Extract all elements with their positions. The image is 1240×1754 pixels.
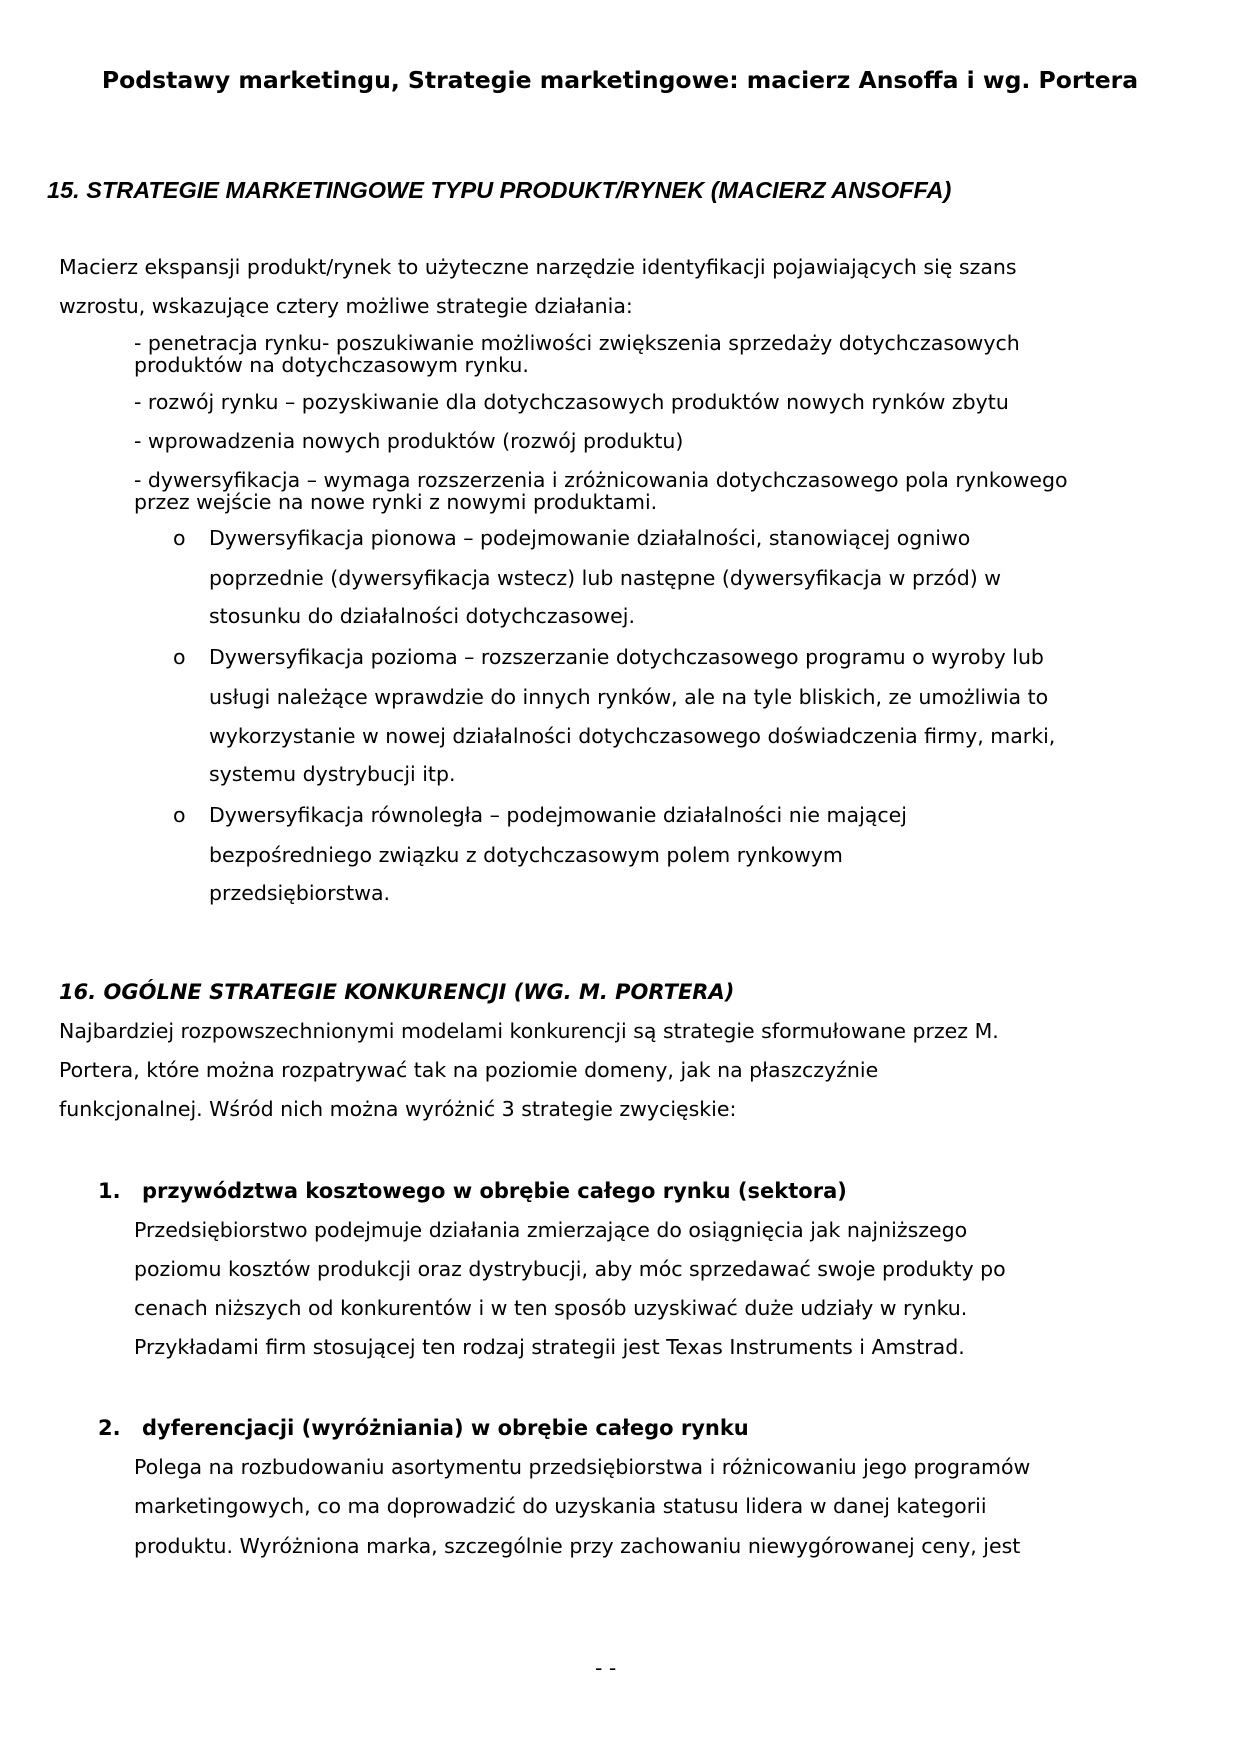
intro-line: Portera, które można rozpatrywać tak na poziomie domeny, jak na płaszczyźnie	[59, 1058, 879, 1082]
list-number: 1.	[98, 1179, 121, 1203]
sublist-line: poprzednie (dywersyfikacja wstecz) lub następne (dywersyfikacja w przód) w	[209, 566, 1001, 590]
page-number: - -	[595, 1656, 617, 1680]
strategy-title: przywództwa kosztowego w obrębie całego rynku (sektora)	[142, 1179, 847, 1203]
sublist-line: przedsiębiorstwa.	[209, 881, 391, 905]
strategy-line: produktów na dotychczasowym rynku.	[134, 353, 529, 377]
strategy-description-line: produktu. Wyróżniona marka, szczególnie przy zachowaniu niewygórowanej ceny, jest	[134, 1534, 1021, 1558]
section-15-heading: 15. STRATEGIE MARKETINGOWE TYPU PRODUKT/RYNEK (MACIERZ ANSOFFA)	[47, 177, 952, 203]
sublist-line: Dywersyfikacja pozioma – rozszerzanie dotychczasowego programu o wyroby lub	[209, 645, 1044, 669]
intro-line: Macierz ekspansji produkt/rynek to użyteczne narzędzie identyfikacji pojawiających się szans	[59, 255, 1017, 279]
strategy-description-line: cenach niższych od konkurentów i w ten sposób uzyskiwać duże udziały w rynku.	[134, 1296, 968, 1320]
strategy-title: dyferencjacji (wyróżniania) w obrębie całego rynku	[142, 1416, 749, 1440]
document-title: Podstawy marketingu, Strategie marketingowe: macierz Ansoffa i wg. Portera	[101, 66, 1139, 94]
intro-line: funkcjonalnej. Wśród nich można wyróżnić 3 strategie zwycięskie:	[59, 1097, 737, 1121]
sublist-line: systemu dystrybucji itp.	[209, 762, 456, 786]
sublist-line: usługi należące wprawdzie do innych rynków, ale na tyle bliskich, ze umożliwia to	[209, 685, 1049, 709]
strategy-line: - wprowadzenia nowych produktów (rozwój produktu)	[134, 429, 684, 453]
sublist-line: bezpośredniego związku z dotychczasowym polem rynkowym	[209, 843, 843, 867]
strategy-line: - dywersyfikacja – wymaga rozszerzenia i zróżnicowania dotychczasowego pola rynkowego	[134, 468, 1068, 492]
bullet-marker: o	[173, 645, 186, 669]
strategy-description-line: poziomu kosztów produkcji oraz dystrybucji, aby móc sprzedawać swoje produkty po	[134, 1257, 1006, 1281]
bullet-marker: o	[173, 803, 186, 827]
sublist-line: wykorzystanie w nowej działalności dotychczasowego doświadczenia firmy, marki,	[209, 724, 1056, 748]
sublist-line: stosunku do działalności dotychczasowej.	[209, 604, 635, 628]
intro-line: wzrostu, wskazujące cztery możliwe strategie działania:	[59, 294, 633, 318]
strategy-line: - penetracja rynku- poszukiwanie możliwości zwiększenia sprzedaży dotychczasowych	[134, 331, 1020, 355]
strategy-line: - rozwój rynku – pozyskiwanie dla dotychczasowych produktów nowych rynków zbytu	[134, 390, 1009, 414]
sublist-line: Dywersyfikacja pionowa – podejmowanie działalności, stanowiącej ogniwo	[209, 526, 971, 550]
sublist-line: Dywersyfikacja równoległa – podejmowanie działalności nie mającej	[209, 803, 907, 827]
list-number: 2.	[98, 1416, 121, 1440]
bullet-marker: o	[173, 526, 186, 550]
intro-line: Najbardziej rozpowszechnionymi modelami konkurencji są strategie sformułowane przez M.	[59, 1019, 999, 1043]
strategy-line: przez wejście na nowe rynki z nowymi produktami.	[134, 490, 658, 514]
strategy-description-line: Przedsiębiorstwo podejmuje działania zmierzające do osiągnięcia jak najniższego	[134, 1218, 968, 1242]
strategy-description-line: Polega na rozbudowaniu asortymentu przedsiębiorstwa i różnicowaniu jego programów	[134, 1455, 1031, 1479]
strategy-description-line: marketingowych, co ma doprowadzić do uzyskania statusu lidera w danej kategorii	[134, 1494, 987, 1518]
strategy-description-line: Przykładami firm stosującej ten rodzaj strategii jest Texas Instruments i Amstrad.	[134, 1335, 965, 1359]
section-16-heading: 16. OGÓLNE STRATEGIE KONKURENCJI (WG. M. PORTERA)	[59, 980, 735, 1004]
